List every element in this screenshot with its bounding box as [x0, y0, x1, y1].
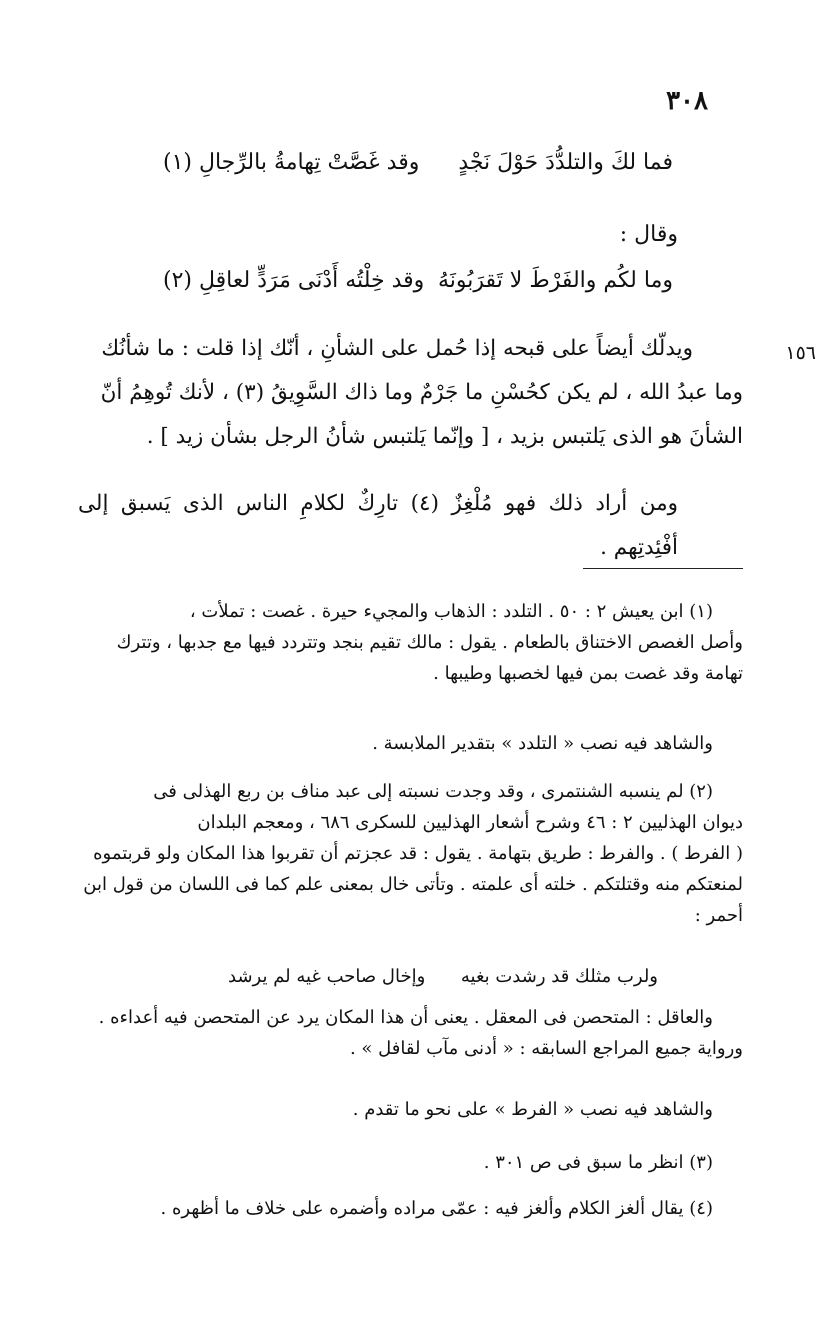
footnote-1 [83, 596, 743, 689]
footnote-line: أحمر : [694, 905, 743, 926]
verse-2 [163, 268, 673, 293]
margin-page-number: ١٥٦ [785, 342, 816, 364]
footnote-line: لمنعتكم منه وقتلتكم . خلته أى علمته . وتأتى خال بمعنى علم كما فى اللسان من قول ابن [83, 874, 743, 895]
paragraph-1-line: وما عبدُ الله ، لم يكن كحُسْنِ ما جَرْمٌ وما ذاك السَّوِيقُ (٣) ، لأنك تُوهِمُ أنّ [100, 380, 743, 405]
page-number: ٣٠٨ [666, 86, 708, 116]
footnote-verse-first-hemistich: ولرب مثلك قد رشدت بغيه [460, 966, 658, 987]
verse-2-first-hemistich: وما لكُم والفَرْطَ لا تَقرَبُونَهُ [438, 268, 673, 293]
footnote-line: (١) ابن يعيش ٢ : ٥٠ . التلدد : الذهاب والمجيء حيرة . غصت : تملأت ، [189, 601, 713, 622]
footnote-line: والعاقل : المتحصن فى المعقل . يعنى أن هذا المكان يرد عن المتحصن فيه أعداءه . [98, 1007, 713, 1028]
qal-label: وقال : [619, 222, 678, 247]
paragraph-1 [88, 327, 743, 459]
footnote-separator [583, 568, 743, 569]
footnote-line: (٢) لم ينسبه الشنتمرى ، وقد وجدت نسبته إلى عبد مناف بن ربع الهذلى فى [153, 781, 713, 802]
footnote-verse-second-hemistich: وإخال صاحب غيه لم يرشد [228, 966, 426, 987]
verse-1-first-hemistich: فما لكَ والتلدُّدَ حَوْلَ نَجْدٍ [458, 150, 673, 175]
verse-1-second-hemistich: وقد غَصَّتْ تِهامةُ بالرِّجالِ (١) [163, 150, 420, 175]
footnote-2-shahid: والشاهد فيه نصب « الفرط » على نحو ما تقدم . [352, 1099, 713, 1120]
footnote-4: (٤) يقال ألغز الكلام وألغز فيه : عمّى مراده وأضمره على خلاف ما أظهره . [160, 1198, 713, 1219]
paragraph-1-line: الشأنَ هو الذى يَلتبس بزيد ، [ وإنّما يَلتبس شأنُ الرجل بشأن زيد ] . [146, 424, 743, 449]
footnote-3: (٣) انظر ما سبق فى ص ٣٠١ . [483, 1152, 713, 1173]
footnote-1-shahid: والشاهد فيه نصب « التلدد » بتقدير الملابسة . [372, 733, 713, 754]
footnote-line: ورواية جميع المراجع السابقه : « أدنى مآب لقافل » . [349, 1038, 743, 1059]
footnote-2-verse [228, 966, 658, 987]
paragraph-1-line: ويدلّك أيضاً على قبحه إذا حُمل على الشأنِ ، أنّك إذا قلت : ما شأنُك [101, 336, 693, 361]
footnote-line: ديوان الهذليين ٢ : ٤٦ وشرح أشعار الهذليين للسكرى ٦٨٦ ، ومعجم البلدان [197, 812, 743, 833]
footnote-line: ( الفرط ) . والفرط : طريق بتهامة . يقول : قد عجزتم أن تقربوا هذا المكان ولو قربتموه [93, 843, 743, 864]
verse-1 [163, 150, 673, 175]
paragraph-2: ومن أراد ذلك فهو مُلْغِزٌ (٤) تارِكٌ لكلامِ الناس الذى يَسبق إلى أفْئِدتِهم . [78, 491, 678, 560]
verse-2-second-hemistich: وقد خِلْتُه أَدْنَى مَرَدٍّ لعاقِلِ (٢) [163, 268, 425, 293]
footnote-2 [83, 776, 743, 931]
footnote-line: وأصل الغصص الاختناق بالطعام . يقول : مالك تقيم بنجد وتتردد فيها مع جدبها ، وتترك [116, 632, 743, 653]
footnote-line: تهامة وقد غصت بمن فيها لخصبها وطيبها . [433, 663, 743, 684]
footnote-2-continued [83, 1002, 743, 1064]
